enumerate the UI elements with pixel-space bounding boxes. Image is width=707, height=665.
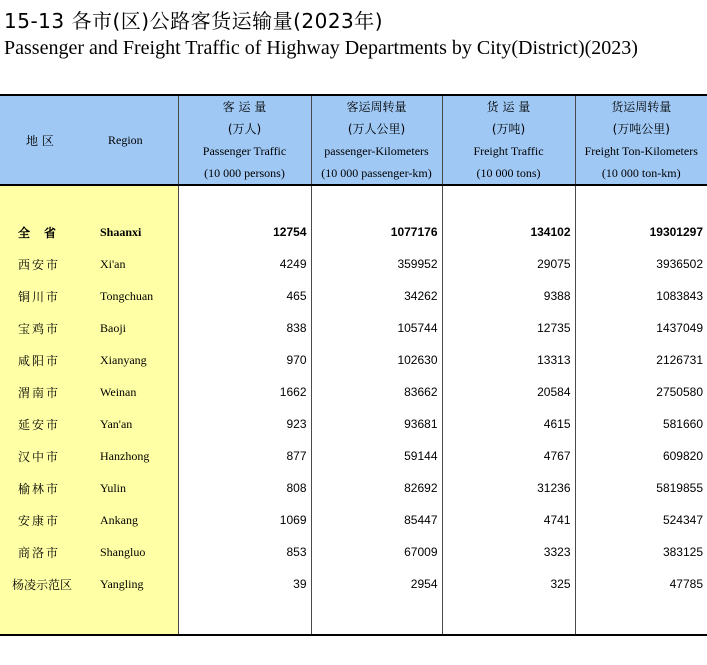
region-en: Shaanxi [86,216,178,248]
freight-ton-km: 383125 [575,536,707,568]
table-row [0,568,707,600]
header-passenger-km [311,95,442,185]
freight-ton-km: 1083843 [575,280,707,312]
freight-ton-km: 581660 [575,408,707,440]
passenger-km: 102630 [311,344,442,376]
passenger-traffic: 853 [178,536,311,568]
header-region-en: Region [86,95,178,185]
freight-traffic: 29075 [442,248,575,280]
region-cn: 咸阳市 [0,344,86,376]
passenger-km: 34262 [311,280,442,312]
freight-ton-km: 2126731 [575,344,707,376]
freight-traffic: 20584 [442,376,575,408]
freight-ton-km: 19301297 [575,216,707,248]
passenger-traffic: 12754 [178,216,311,248]
header-label-cn: 客 运 量 [222,100,267,114]
region-en: Weinan [86,376,178,408]
region-en: Ankang [86,504,178,536]
region-cn: 渭南市 [0,376,86,408]
header-freight-ton-km [575,95,707,185]
passenger-km: 359952 [311,248,442,280]
header-label-en: Passenger Traffic [202,144,287,158]
header-freight-traffic [442,95,575,185]
passenger-traffic: 1069 [178,504,311,536]
freight-ton-km: 609820 [575,440,707,472]
table-row-total [0,216,707,248]
passenger-traffic: 39 [178,568,311,600]
passenger-traffic: 1662 [178,376,311,408]
freight-ton-km: 524347 [575,504,707,536]
header-label-en: passenger-Kilometers [324,144,429,158]
region-en: Baoji [86,312,178,344]
passenger-km: 59144 [311,440,442,472]
table-title-en: Passenger and Freight Traffic of Highway Departments by City(District)(2023) [4,37,638,59]
region-en: Yulin [86,472,178,504]
passenger-traffic: 4249 [178,248,311,280]
header-label-en: Freight Traffic [473,144,544,158]
header-unit-en: (10 000 ton-km) [601,166,681,180]
table-row [0,248,707,280]
region-cn: 铜川市 [0,280,86,312]
filler-row [0,600,707,635]
table-row [0,344,707,376]
header-unit-en: (10 000 tons) [476,166,541,180]
region-en: Yangling [86,568,178,600]
freight-traffic: 31236 [442,472,575,504]
freight-traffic: 9388 [442,280,575,312]
region-cn: 商洛市 [0,536,86,568]
passenger-km: 1077176 [311,216,442,248]
freight-ton-km: 5819855 [575,472,707,504]
header-unit-cn: (万人) [227,122,262,136]
region-cn: 汉中市 [0,440,86,472]
header-label-cn: 货 运 量 [486,100,531,114]
passenger-traffic: 808 [178,472,311,504]
header-unit-en: (10 000 persons) [204,166,285,180]
freight-traffic: 12735 [442,312,575,344]
freight-ton-km: 2750580 [575,376,707,408]
passenger-km: 105744 [311,312,442,344]
passenger-traffic: 877 [178,440,311,472]
passenger-km: 83662 [311,376,442,408]
region-cn: 安康市 [0,504,86,536]
passenger-km: 93681 [311,408,442,440]
passenger-traffic: 923 [178,408,311,440]
freight-traffic: 134102 [442,216,575,248]
passenger-km: 67009 [311,536,442,568]
region-en: Xianyang [86,344,178,376]
spacer-row [0,185,707,216]
region-en: Xi'an [86,248,178,280]
table-row [0,408,707,440]
table-row [0,440,707,472]
passenger-km: 82692 [311,472,442,504]
region-en: Yan'an [86,408,178,440]
table-title-cn: 15-13 各市(区)公路客货运输量(2023年) [4,9,384,33]
region-cn: 延安市 [0,408,86,440]
region-en: Shangluo [86,536,178,568]
freight-ton-km: 47785 [575,568,707,600]
header-unit-cn: (万人公里) [347,122,406,136]
region-cn: 宝鸡市 [0,312,86,344]
freight-traffic: 4741 [442,504,575,536]
header-passenger-traffic [178,95,311,185]
table-row [0,472,707,504]
header-region-cn: 地 区 [0,95,86,185]
header-row [0,95,707,185]
traffic-table [0,94,707,636]
passenger-traffic: 838 [178,312,311,344]
passenger-km: 2954 [311,568,442,600]
freight-ton-km: 3936502 [575,248,707,280]
header-unit-cn: (万吨公里) [612,122,670,136]
passenger-km: 85447 [311,504,442,536]
region-cn: 榆林市 [0,472,86,504]
header-unit-cn: (万吨) [491,122,526,136]
freight-traffic: 4615 [442,408,575,440]
header-unit-en: (10 000 passenger-km) [321,166,432,180]
region-cn: 杨凌示范区 [0,568,86,600]
passenger-traffic: 465 [178,280,311,312]
region-en: Hanzhong [86,440,178,472]
table-row [0,312,707,344]
region-cn: 西安市 [0,248,86,280]
region-cn: 全省 [0,216,86,248]
header-label-en: Freight Ton-Kilometers [584,144,698,158]
freight-traffic: 325 [442,568,575,600]
header-label-cn: 客运周转量 [346,100,407,114]
freight-traffic: 4767 [442,440,575,472]
freight-traffic: 13313 [442,344,575,376]
region-en: Tongchuan [86,280,178,312]
table-row [0,376,707,408]
passenger-traffic: 970 [178,344,311,376]
header-label-cn: 货运周转量 [611,100,672,114]
freight-traffic: 3323 [442,536,575,568]
freight-ton-km: 1437049 [575,312,707,344]
table-row [0,536,707,568]
table-row [0,280,707,312]
table-row [0,504,707,536]
